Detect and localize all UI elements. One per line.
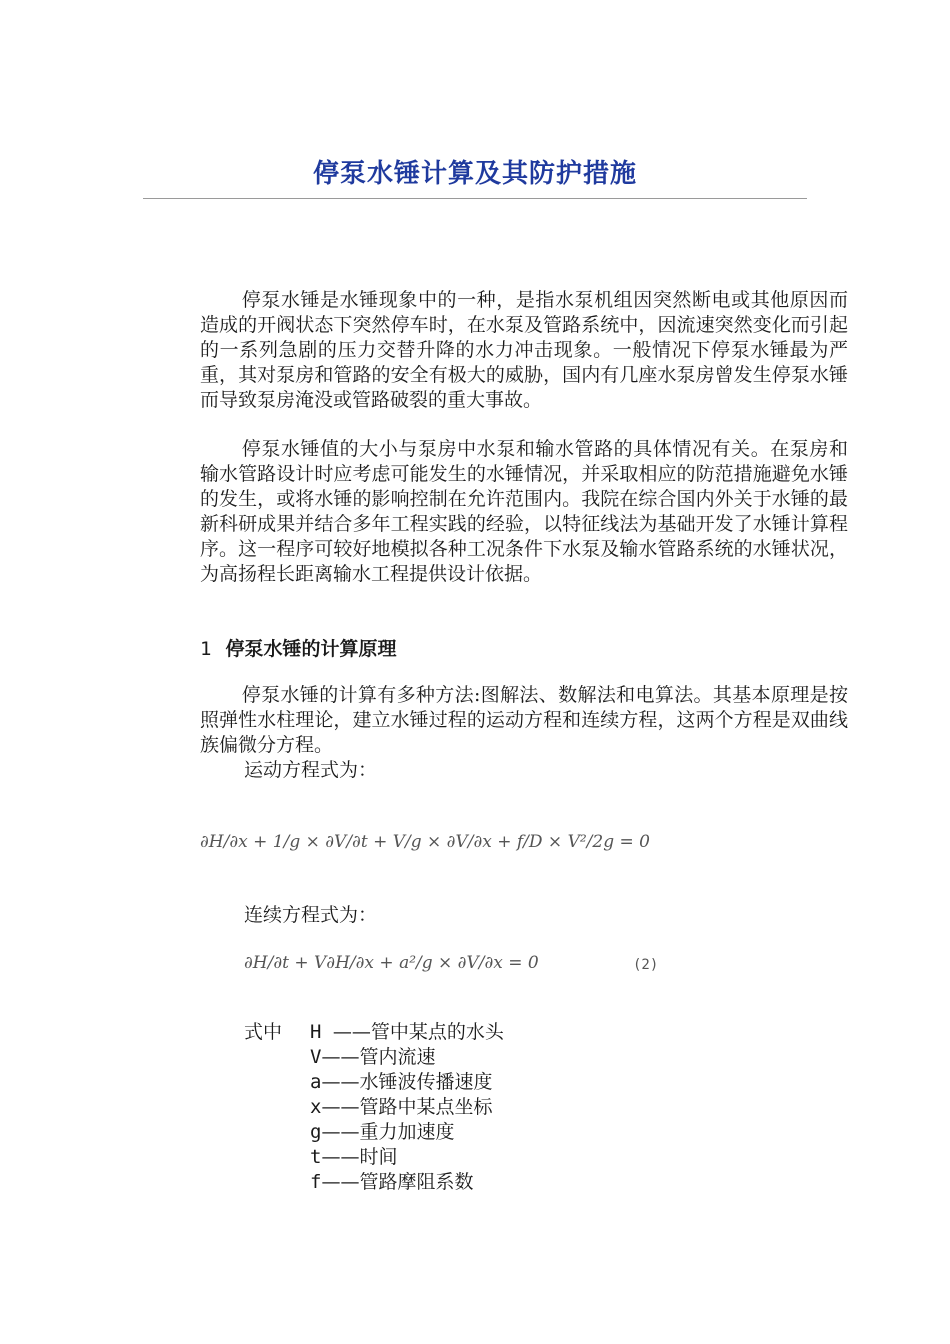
- definition-item: [310, 1120, 504, 1145]
- definition-text: ——重力加速度: [321, 1121, 455, 1143]
- definition-text: ——管路中某点坐标: [321, 1096, 493, 1118]
- continuity-equation-label: 连续方程式为：: [244, 904, 378, 926]
- section-title: 停泵水锤的计算原理: [225, 638, 397, 660]
- section-paragraph: 停泵水锤的计算有多种方法:图解法、数解法和电算法。其基本原理是按照弹性水柱理论，建立水锤过程的运动方程和连续方程，这两个方程是双曲线族偏微分方程。: [200, 684, 848, 756]
- definition-text: ——水锤波传播速度: [321, 1071, 493, 1093]
- definition-text: ——管中某点的水头: [332, 1021, 504, 1043]
- definition-item: [310, 1070, 504, 1095]
- document-title: 停泵水锤计算及其防护措施: [312, 159, 637, 189]
- definition-symbol: V: [310, 1046, 322, 1068]
- title-divider: [143, 198, 807, 199]
- definition-text: ——管路摩阻系数: [321, 1171, 474, 1193]
- where-label: 式中: [244, 1021, 283, 1043]
- motion-equation: ∂H/∂x + 1/g × ∂V/∂t + V/g × ∂V/∂x + f/D × V²/2g = 0: [200, 832, 650, 852]
- definition-item: [310, 1095, 504, 1120]
- definition-item: [310, 1145, 504, 1170]
- definition-symbol: t: [310, 1146, 322, 1168]
- intro-paragraph-2: 停泵水锤值的大小与泵房中水泵和输水管路的具体情况有关。在泵房和输水管路设计时应考虑可能发生的水锤情况，并采取相应的防范措施避免水锤的发生，或将水锤的影响控制在允许范围内。我院在综合国内外关于水锤的最新科研成果并结合多年工程实践的经验，以特征线法为基础开发了水锤计算程序。这一程序可较好地模拟各种工况条件下水泵及输水管路系统的水锤状况，为高扬程长距离输水工程提供设计依据。: [200, 438, 848, 585]
- definition-text: ——管内流速: [321, 1046, 436, 1068]
- definition-symbol: g: [310, 1121, 322, 1143]
- motion-equation-label: 运动方程式为：: [244, 759, 378, 781]
- definition-symbol: f: [310, 1171, 322, 1193]
- definition-symbol: H: [310, 1021, 333, 1043]
- section-number: 1: [200, 638, 212, 660]
- symbol-definitions-list: [310, 1020, 504, 1195]
- definition-item: [310, 1170, 504, 1195]
- intro-paragraph-1: 停泵水锤是水锤现象中的一种，是指水泵机组因突然断电或其他原因而造成的开阀状态下突然停车时，在水泵及管路系统中，因流速突然变化而引起的一系列急剧的压力交替升降的水力冲击现象。一般情况下停泵水锤最为严重，其对泵房和管路的安全有极大的威胁，国内有几座水泵房曾发生停泵水锤而导致泵房淹没或管路破裂的重大事故。: [200, 289, 848, 411]
- continuity-equation: ∂H/∂t + V∂H/∂x + a²/g × ∂V/∂x = 0: [244, 953, 539, 973]
- section-heading: [200, 636, 396, 662]
- definition-item: [310, 1045, 504, 1070]
- definition-item: [310, 1020, 504, 1045]
- definition-text: ——时间: [321, 1146, 398, 1168]
- equation-number: (2): [633, 957, 659, 973]
- definition-symbol: a: [310, 1071, 322, 1093]
- definition-symbol: x: [310, 1096, 322, 1118]
